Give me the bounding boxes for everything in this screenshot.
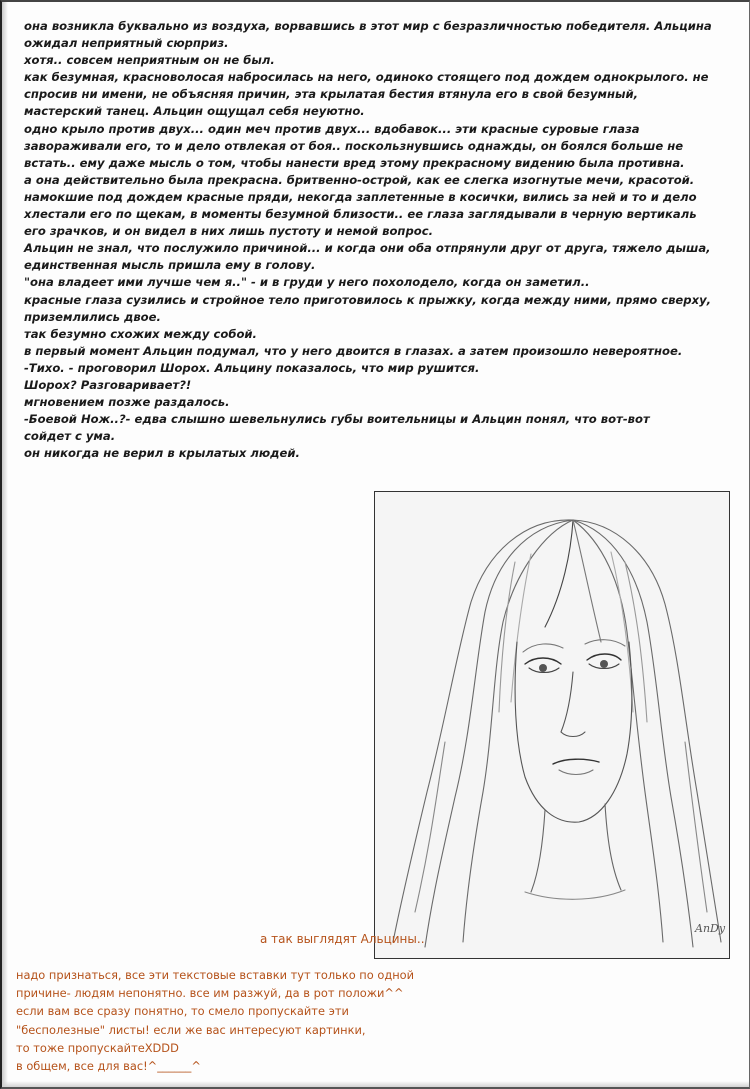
note-line: причине- людям непонятно. все им разжуй, да в рот положи^^: [16, 986, 404, 1001]
story-line: спросив ни имени, не объясняя причин, эта крылатая бестия втянула его в свой безумный,: [24, 87, 639, 102]
artist-signature: AnDy: [695, 922, 726, 935]
note-line: в общем, все для вас!^______^: [16, 1059, 201, 1074]
story-line: его зрачков, и он видел в них лишь пустоту и немой вопрос.: [24, 224, 433, 239]
story-line: она возникла буквально из воздуха, ворвавшись в этот мир с безразличностью победителя. Альцина: [24, 19, 712, 33]
note-line: если вам все сразу понятно, то смело пропускайте эти: [16, 1004, 349, 1019]
story-line: красные глаза сузились и стройное тело приготовилось к прыжку, когда между ними, прямо сверху,: [24, 292, 712, 307]
story-line: хлестали его по щекам, в моменты безумной близости.. ее глаза заглядывали в черную вертикаль: [24, 207, 697, 222]
story-text: [24, 18, 736, 462]
portrait-illustration: [374, 491, 730, 959]
story-line: завораживали его, то и дело отвлекая от боя.. поскользнувшись однажды, он боялся больше не: [24, 138, 684, 153]
note-line: то тоже пропускайтеXDDD: [16, 1040, 179, 1055]
story-line: хотя.. совсем неприятным он не был.: [24, 53, 275, 68]
story-line: он никогда не верил в крылатых людей.: [24, 446, 300, 461]
story-line: сойдет с ума.: [24, 429, 116, 444]
story-line: как безумная, красноволосая набросилась на него, одиноко стоящего под дождем однокрылого. не: [24, 70, 709, 85]
story-line: единственная мысль пришла ему в голову.: [24, 258, 316, 273]
story-line: а она действительно была прекрасна. бритвенно-острой, как ее слегка изогнутые мечи, красотой.: [24, 172, 695, 187]
story-line: так безумно схожих между собой.: [24, 326, 257, 341]
story-line: встать.. ему даже мысль о том, чтобы нанести вред этому прекрасному видению была противна.: [24, 155, 685, 170]
story-line: Альцин не знал, что послужило причиной... и когда они оба отпрянули друг от друга, тяжело дыша,: [24, 241, 711, 256]
story-line: "она владеет ими лучше чем я.." - и в груди у него похолодело, когда он заметил..: [24, 275, 590, 290]
story-line: в первый момент Альцин подумал, что у него двоится в глазах. а затем произошло невероятное.: [24, 343, 683, 358]
note-line: надо признаться, все эти текстовые вставки тут только по одной: [16, 968, 415, 982]
story-line: одно крыло против двух... один меч против двух... вдобавок... эти красные суровые глаза: [24, 121, 640, 136]
story-line: Шорох? Разговаривает?!: [24, 377, 192, 392]
author-note: [16, 966, 476, 1075]
story-line: -Тихо. - проговорил Шорох. Альцину показалось, что мир рушится.: [24, 360, 480, 375]
portrait-caption: а так выглядят Альцины..: [260, 932, 425, 946]
story-line: ожидал неприятный сюрприз.: [24, 36, 229, 51]
story-line: намокшие под дождем красные пряди, некогда заплетенные в косички, вились за ней и то и дело: [24, 189, 697, 204]
story-line: мгновением позже раздалось.: [24, 395, 230, 410]
note-line: "бесполезные" листы! если же вас интересуют картинки,: [16, 1022, 366, 1037]
story-line: -Боевой Нож..?- едва слышно шевельнулись губы воительницы и Альцин понял, что вот-вот: [24, 412, 650, 427]
pencil-portrait-drawing: [375, 492, 728, 957]
story-line: мастерский танец. Альцин ощущал себя неуютно.: [24, 104, 365, 119]
story-line: приземлились двое.: [24, 309, 161, 324]
